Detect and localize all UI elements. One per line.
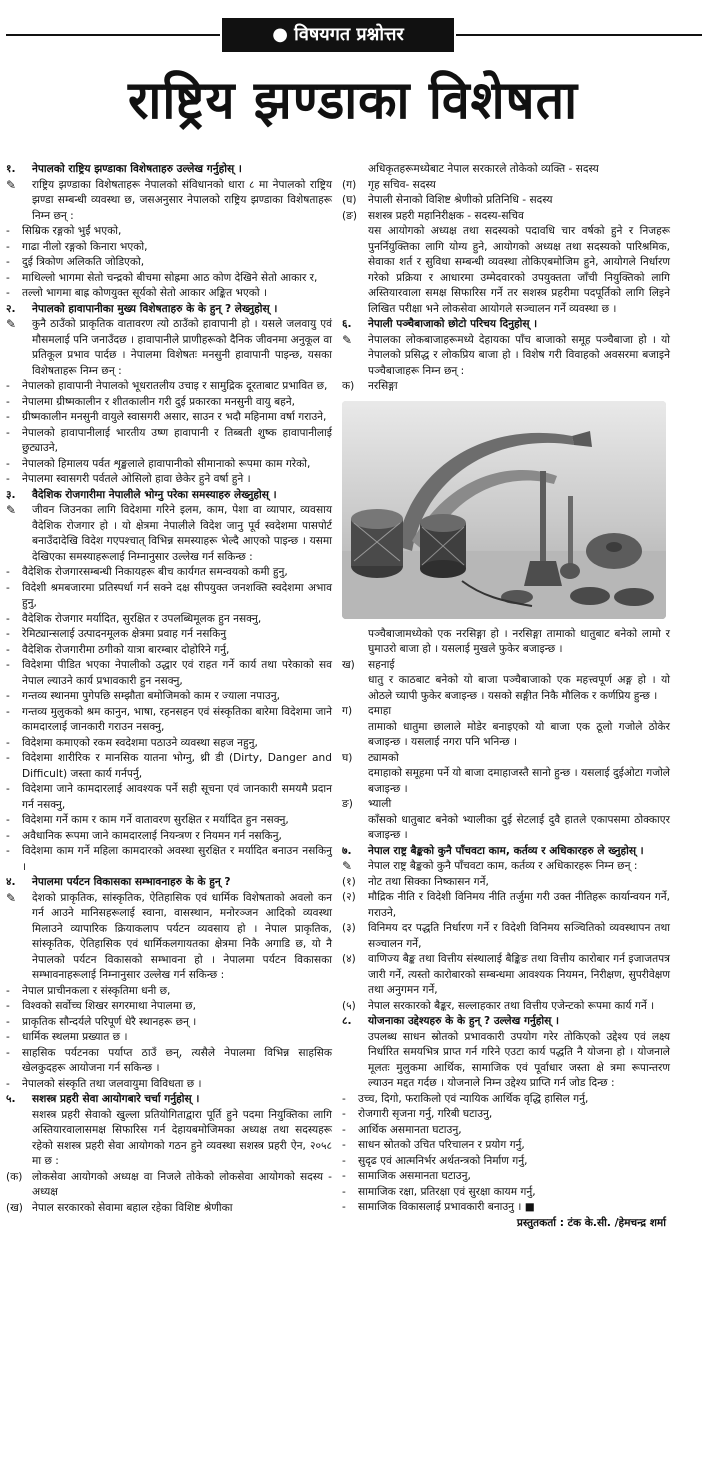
dash-bullet-icon: - bbox=[6, 1015, 10, 1028]
list-item bbox=[6, 612, 332, 628]
top-rule-left bbox=[6, 34, 220, 36]
labeled-item bbox=[6, 1201, 332, 1217]
question-text: नेपाली पञ्चैबाजाको छोटो परिचय दिनुहोस् । bbox=[368, 318, 538, 330]
item-label: (ङ) bbox=[342, 209, 358, 222]
item-label: (४) bbox=[342, 953, 356, 965]
right-column-bottom bbox=[342, 627, 670, 1216]
question-heading bbox=[6, 302, 332, 318]
list-item-text: सामाजिक विकासलाई प्रभावकारी बनाउनु । ■ bbox=[358, 1201, 535, 1213]
list-item bbox=[6, 658, 332, 689]
dash-bullet-icon: - bbox=[6, 643, 10, 656]
list-item-text: नेपालमा स्वासगरी पर्वतले ओसिलो हावा छेकेर हुने वर्षा हुने । bbox=[22, 473, 251, 485]
list-item bbox=[6, 984, 332, 1000]
list-item-text: विदेशमा पीडित भएका नेपालीको उद्धार एवं राहत गर्ने कार्य तथा परेकाको सव नेपाल ल्याउने कार्य प्रभावकारी हुन नसक्नु, bbox=[22, 659, 332, 687]
dash-bullet-icon: - bbox=[6, 581, 10, 594]
answer-marker-icon: ✎ bbox=[342, 332, 353, 347]
labeled-item bbox=[342, 797, 670, 813]
tyamko-drum-icon bbox=[420, 514, 466, 578]
dash-bullet-icon: - bbox=[6, 287, 10, 299]
answer-marker-icon: ✎ bbox=[6, 317, 17, 331]
item-text: विनिमय दर पद्धति निर्धारण गर्ने र विदेशी विनिमय सञ्चितिको व्यवस्थापन तथा सञ्चालन गर्ने, bbox=[368, 922, 670, 950]
indented-paragraph: यस आयोगको अध्यक्ष तथा सदस्यको पदावधि चार वर्षको हुने र निजहरू पुनर्नियुक्तिका लागि योग्य हुने, आयोगको अध्यक्ष तथा सदस्यको पारिश्रमिक, सेवाका शर्त र सुविधा सम्बन्धी व्यवस्था तोकिएबमोजिम हुने, आयोगले निर्धारण गरेको प्रक्रिया र आधारमा उम्मेदवारको उपयुक्तता जाँची नियुक्तिको लागि अस्तियारवाला समक्ष सिफारिस गर्ने तर सशस्त्र प्रहरीमा पदपूर्तिको लागि लिइने लिखित परीक्षा भने लोकसेवा आयोगले सञ्चालन गर्ने व्यवस्था छ । bbox=[368, 225, 670, 315]
question-heading bbox=[6, 875, 332, 891]
dash-bullet-icon: - bbox=[6, 659, 10, 671]
question-text: वैदेशिक रोजगारीमा नेपालीले भोग्नु परेका समस्याहरु लेख्नुहोस् । bbox=[32, 488, 277, 501]
list-item-text: नेपालको संस्कृति तथा जलवायुमा विविधता छ । bbox=[22, 1077, 202, 1090]
dash-bullet-icon: - bbox=[6, 612, 10, 625]
list-item-text: गन्तव्य मुलुकको श्रम कानुन, भाषा, रहनसहन एवं संस्कृतिका बारेमा विदेशमा जाने कामदारलाई जानकारी गराउन नसक्नु, bbox=[22, 705, 332, 733]
list-item-text: विश्वको सर्वोच्च शिखर सगरमाथा नेपालमा छ, bbox=[22, 1000, 196, 1012]
dash-bullet-icon: - bbox=[6, 395, 10, 408]
question-text: नेपालको हावापानीका मुख्य विशेषताहरु के के हुन् ? लेख्नुहोस् । bbox=[32, 302, 278, 315]
list-item-text: विदेशमा जाने कामदारलाई आवश्यक पर्ने सही सूचना एवं जानकारी समयमै प्रदान गर्न नसक्नु, bbox=[22, 783, 332, 811]
list-item-text: नेपालको हावापानी नेपालको भूधरातलीय उचाइ र सामुद्रिक दूरताबाट प्रभावित छ, bbox=[22, 380, 328, 392]
section-banner: ● विषयगत प्रश्नोत्तर bbox=[222, 18, 454, 52]
list-item-text: साधन स्रोतको उचित परिचालन र प्रयोग गर्नु, bbox=[358, 1139, 525, 1151]
item-text: मौद्रिक नीति र विदेशी विनिमय नीति तर्जुमा गरी उक्त नीतिहरू कार्यान्वयन गर्ने, गराउने, bbox=[368, 891, 670, 919]
question-heading bbox=[342, 317, 670, 333]
right-column bbox=[342, 162, 670, 1231]
dash-bullet-icon: - bbox=[6, 271, 10, 284]
answer-text: कुनै ठाउँको प्राकृतिक वातावरण त्यो ठाउँको हावापानी हो । यसले जलवायु एवं मौसमलाई पनि जनाउँदछ । हावापानीले प्राणीहरूको दैनिक जीवनमा अनुकूल वा प्रतिकूल प्रभाव पार्दछ । नेपालमा विशेषतः मनसुनी हावापानी पाइन्छ, यसका विशेषताहरू निम्न छन् : bbox=[32, 318, 332, 377]
list-item-text: अवैधानिक रूपमा जाने कामदारलाई नियन्त्रण र नियमन गर्न नसकिनु, bbox=[22, 829, 282, 842]
labeled-item bbox=[342, 379, 670, 395]
list-item-text: सामाजिक रक्षा, प्रतिरक्षा एवं सुरक्षा कायम गर्नु, bbox=[358, 1185, 536, 1198]
item-label: ख) bbox=[342, 658, 355, 671]
list-item bbox=[6, 410, 332, 426]
item-text: गृह सचिव- सदस्य bbox=[368, 178, 436, 191]
list-item-text: आर्थिक असमानता घटाउनु, bbox=[358, 1123, 462, 1136]
item-label: (ख) bbox=[6, 1201, 23, 1214]
item-label: (क) bbox=[6, 1170, 23, 1183]
indented-paragraph: धातु र काठबाट बनेको यो बाजा पञ्चैबाजाको एक महत्त्वपूर्ण अङ्ग हो । यो ओठले च्यापी फुकेर बजाइन्छ । यसको सङ्गीत निकै मौलिक र कर्णप्रिय हुन्छ । bbox=[368, 674, 670, 702]
list-item bbox=[6, 565, 332, 581]
item-label: (२) bbox=[342, 891, 356, 903]
list-item-text: वैदेशिक रोजगारसम्बन्धी निकायहरू बीच कार्यगत समन्वयको कमी हुनु, bbox=[22, 566, 288, 578]
list-item bbox=[6, 581, 332, 612]
list-item bbox=[6, 1046, 332, 1077]
question-number: २. bbox=[6, 302, 16, 315]
list-item-text: दुई त्रिकोण अलिकति जोडिएको, bbox=[22, 256, 145, 268]
dash-bullet-icon: - bbox=[6, 1000, 10, 1012]
dash-bullet-icon: - bbox=[6, 829, 10, 842]
item-text: ट्यामको bbox=[368, 751, 399, 764]
dash-bullet-icon: - bbox=[342, 1154, 346, 1167]
labeled-item bbox=[342, 751, 670, 767]
question-number: ३. bbox=[6, 488, 16, 501]
item-label: (ग) bbox=[342, 178, 357, 191]
dash-bullet-icon: - bbox=[6, 1077, 10, 1090]
dash-bullet-icon: - bbox=[6, 380, 10, 392]
list-item-text: रेमिट्यान्सलाई उत्पादनमूलक क्षेत्रमा प्रवाह गर्न नसकिनु bbox=[22, 628, 227, 640]
list-item-text: माथिल्लो भागमा सेतो चन्द्रको बीचमा सोह्रमा आठ कोण देखिने सेतो आकार र, bbox=[22, 271, 318, 284]
dash-bullet-icon: - bbox=[6, 256, 10, 268]
item-label: (१) bbox=[342, 875, 356, 888]
labeled-item bbox=[342, 875, 670, 891]
indented-paragraph: सशस्त्र प्रहरी सेवाको खुल्ला प्रतियोगिताद्वारा पूर्ति हुने पदमा नियुक्तिका लागि अस्तियारवालासमक्ष सिफारिस गर्न देहायबमोजिमका अध्यक्ष तथा सदस्यहरू रहेको सशस्त्र प्रहरी सेवा आयोगको गठन हुने व्यवस्था सशस्त्र प्रहरी ऐन, २०५८ मा छ : bbox=[32, 1108, 332, 1167]
dash-bullet-icon: - bbox=[6, 814, 10, 826]
answer-text: जीवन जिउनका लागि विदेशमा गरिने इलम, काम, पेशा वा व्यापार, व्यवसाय वैदेशिक रोजगार हो । यो क्षेत्रमा नेपालीले विदेश जानु पूर्व स्वदेशमा पासपोर्ट बनाउँदादेखि विदेश गएपश्चात् विभिन्न समस्याहरू भेल्दै आएको पाइन्छ । यसमा देखिएका समस्याहरूलाई निम्नानुसार उल्लेख गर्न सकिन्छ : bbox=[32, 504, 332, 563]
list-item bbox=[6, 736, 332, 752]
answer-text: नेपाल राष्ट्र बैङ्कको कुनै पाँचवटा काम, कर्तव्य र अधिकारहरू निम्न छन् : bbox=[368, 860, 638, 872]
dash-bullet-icon: - bbox=[6, 411, 10, 423]
answer-marker-icon: ✎ bbox=[342, 859, 353, 873]
list-item bbox=[6, 457, 332, 473]
question-number: १. bbox=[6, 163, 16, 175]
question-text: नेपालमा पर्यटन विकासका सम्भावनाहरु के के हुन् ? bbox=[32, 876, 231, 888]
answer-text: देशको प्राकृतिक, सांस्कृतिक, ऐतिहासिक एवं धार्मिक विशेषताको अवलो कन गर्न आउने मानिसहरूलाई स्वाना, वासस्थान, मनोरञ्जन आदिको व्यवस्था मिलाउने व्यापारिक क्रियाकलाप पर्यटन व्यवसाय हो । नेपाल प्राकृतिक, सांस्कृतिक, ऐतिहासिक एवं धार्मिकलगायतका क्षेत्रमा निकै अगाडि छ, यो नै नेपालको पर्यटन विकासको सम्भावना हो । नेपालमा पर्यटन विकासका सम्भावनाहरूलाई निम्नानुसार उल्लेख गर्न सकिन्छ : bbox=[32, 891, 332, 981]
list-item bbox=[342, 1200, 670, 1216]
question-text: नेपालको राष्ट्रिय झण्डाका विशेषताहरु उल्लेख गर्नुहोस् । bbox=[32, 163, 242, 175]
dash-bullet-icon: - bbox=[342, 1108, 346, 1120]
dash-bullet-icon: - bbox=[6, 845, 10, 857]
list-item bbox=[6, 813, 332, 829]
dash-bullet-icon: - bbox=[6, 473, 10, 485]
dash-bullet-icon: - bbox=[6, 457, 10, 470]
list-item-text: सुदृढ एवं आत्मनिर्भर अर्थतन्त्रको निर्माण गर्नु, bbox=[358, 1154, 528, 1167]
question-heading bbox=[342, 844, 670, 860]
dash-bullet-icon: - bbox=[342, 1139, 346, 1151]
item-text: लोकसेवा आयोगको अध्यक्ष वा निजले तोकेको लोकसेवा आयोगको सदस्य - अध्यक्ष bbox=[32, 1170, 332, 1198]
item-text: नेपाल सरकारको सेवामा बहाल रहेका विशिष्ट श्रेणीका bbox=[32, 1201, 233, 1214]
list-item bbox=[6, 1015, 332, 1031]
list-item-text: नेपालको हिमालय पर्वत शृङ्खलाले हावापानीको सीमानाको रूपमा काम गरेको, bbox=[22, 457, 311, 470]
list-item bbox=[342, 1169, 670, 1185]
question-heading bbox=[6, 162, 332, 178]
list-item-text: नेपाल प्राचीनकला र संस्कृतिमा धनी छ, bbox=[22, 984, 171, 997]
list-item bbox=[342, 1107, 670, 1123]
list-item bbox=[6, 426, 332, 457]
list-item-text: वैदेशिक रोजगारीमा ठगीको यात्रा बारम्बार दोहोरिने गर्नु, bbox=[22, 643, 230, 656]
dash-bullet-icon: - bbox=[342, 1123, 346, 1136]
list-item bbox=[6, 240, 332, 256]
question-number: ५. bbox=[6, 1093, 16, 1105]
answer-paragraph bbox=[342, 859, 670, 875]
list-item bbox=[6, 782, 332, 813]
item-label: ङ) bbox=[342, 798, 353, 810]
list-item bbox=[6, 829, 332, 845]
answer-paragraph bbox=[6, 503, 332, 565]
dash-bullet-icon: - bbox=[6, 752, 10, 764]
labeled-item bbox=[6, 1170, 332, 1201]
list-item bbox=[342, 1092, 670, 1108]
item-text: वाणिज्य बैङ्क तथा वित्तीय संस्थालाई बैङ्किङ तथा वित्तीय कारोबार गर्न इजाजतपत्र जारी गर्ने, त्यस्तो कारोबारको सम्बन्धमा आवश्यक नियमन, निरीक्षण, सुपरीवेक्षण तथा अनुगमन गर्ने, bbox=[368, 953, 670, 996]
dash-bullet-icon: - bbox=[6, 426, 10, 439]
list-item-text: साहसिक पर्यटनका पर्याप्त ठाउँ छन्, त्यसैले नेपालमा विभिन्न साहसिक खेलकुदहरू आयोजना गर्न सकिन्छ । bbox=[22, 1046, 332, 1074]
dash-bullet-icon: - bbox=[6, 705, 10, 718]
question-number: ८. bbox=[342, 1015, 352, 1027]
answer-marker-icon: ✎ bbox=[6, 890, 17, 905]
answer-marker-icon: ✎ bbox=[6, 503, 17, 517]
dash-bullet-icon: - bbox=[342, 1092, 346, 1105]
dash-bullet-icon: - bbox=[6, 1046, 10, 1059]
dash-bullet-icon: - bbox=[6, 240, 10, 253]
question-heading bbox=[342, 1014, 670, 1030]
labeled-item bbox=[342, 999, 670, 1015]
list-item bbox=[6, 395, 332, 411]
list-item-text: वैदेशिक रोजगार मर्यादित, सुरक्षित र उपलब्धिमूलक हुन नसक्नु, bbox=[22, 612, 262, 625]
list-item bbox=[342, 1185, 670, 1201]
dash-bullet-icon: - bbox=[6, 690, 10, 702]
item-label: घ) bbox=[342, 751, 353, 764]
list-item-text: तल्लो भागमा बाह्र कोणयुक्त सूर्यको सेतो आकार अङ्कित भएको । bbox=[22, 287, 268, 299]
labeled-item bbox=[342, 658, 670, 674]
list-item bbox=[342, 1138, 670, 1154]
list-item-text: ग्रीष्मकालीन मनसुनी वायुले स्वासगरी असार, साउन र भदौ महिनामा वर्षा गराउने, bbox=[22, 411, 327, 423]
list-item bbox=[6, 999, 332, 1015]
damaha-drum-icon bbox=[351, 509, 403, 578]
list-item-text: विदेशमा गर्ने काम र काम गर्ने वातावरण सुरक्षित र मर्यादित हुन नसक्नु, bbox=[22, 814, 289, 826]
list-item bbox=[6, 705, 332, 736]
dash-bullet-icon: - bbox=[6, 783, 10, 795]
list-item-text: सिम्रिक रङ्गको भुईं भएको, bbox=[22, 225, 122, 237]
dash-bullet-icon: - bbox=[6, 984, 10, 997]
list-item bbox=[342, 1123, 670, 1139]
item-label: (३) bbox=[342, 922, 356, 934]
dash-bullet-icon: - bbox=[6, 566, 10, 578]
panche-baja-photo bbox=[342, 401, 666, 619]
list-item-text: रोजगारी सृजना गर्नु, गरिबी घटाउनु, bbox=[358, 1108, 493, 1120]
item-text: नरसिङ्गा bbox=[368, 380, 398, 392]
answer-text: राष्ट्रिय झण्डाका विशेषताहरू नेपालको संविधानको धारा ८ मा नेपालको राष्ट्रिय झण्डा सम्बन्धी व्यवस्था छ, जसअनुसार नेपालको राष्ट्रिय झण्डाका विशेषताहरू निम्न छन् : bbox=[32, 178, 332, 222]
item-label: (घ) bbox=[342, 194, 357, 206]
list-item-text: गाढा नीलो रङ्गको किनारा भएको, bbox=[22, 240, 148, 253]
list-item bbox=[6, 472, 332, 488]
item-text: सहनाई bbox=[368, 658, 395, 671]
labeled-item bbox=[342, 704, 670, 720]
answer-text: नेपालका लोकबाजाहरूमध्ये देहायका पाँच बाजाको समूह पञ्चैबाजा हो । यो नेपालको प्रसिद्ध र लोकप्रिय बाजा हो । विशेष गरी विवाहको अवसरमा बजाइने पञ्चैबाजाहरू निम्न छन् : bbox=[368, 333, 670, 377]
dash-bullet-icon: - bbox=[6, 736, 10, 749]
list-item bbox=[6, 255, 332, 271]
list-item bbox=[6, 286, 332, 302]
item-text: दमाहा bbox=[368, 705, 392, 717]
question-text: योजनाका उद्देश्यहरु के के हुन् ? उल्लेख गर्नुहोस् । bbox=[368, 1015, 560, 1027]
author-credit: प्रस्तुतकर्ता : टंक के.सी. /हेमचन्द्र शर्मा bbox=[516, 1216, 666, 1229]
question-heading bbox=[6, 488, 332, 504]
item-text: नोट तथा सिक्का निष्कासन गर्ने, bbox=[368, 875, 489, 888]
indented-paragraph: काँसको धातुबाट बनेको भ्यालीका दुई सेटलाई दुवै हातले एकापसमा ठोक्काएर बजाइन्छ । bbox=[368, 813, 670, 841]
list-item bbox=[6, 844, 332, 875]
top-rule-right bbox=[456, 34, 702, 36]
question-number: ७. bbox=[342, 844, 352, 857]
question-number: ४. bbox=[6, 876, 16, 888]
list-item-text: उच्च, दिगो, फराकिलो एवं न्यायिक आर्थिक वृद्धि हासिल गर्नु, bbox=[358, 1092, 589, 1105]
list-item bbox=[342, 1154, 670, 1170]
item-text: नेपाल सरकारको बैङ्कर, सल्लाहकार तथा वित्तीय एजेन्टको रूपमा कार्य गर्ने । bbox=[368, 999, 655, 1012]
dash-bullet-icon: - bbox=[342, 1185, 346, 1198]
list-item-text: सामाजिक असमानता घटाउनु, bbox=[358, 1170, 471, 1182]
list-item-text: विदेशमा शारीरिक र मानसिक यातना भोग्नु, थ्री डी (Dirty, Danger and Difficult) जस्ता कार्य गर्नपर्नु, bbox=[22, 752, 332, 780]
indented-paragraph: दमाहाको समूहमा पर्ने यो बाजा दमाहाजस्तै सानो हुन्छ । यसलाई दुईओटा गजोले बजाइन्छ । bbox=[368, 767, 670, 795]
instruments-illustration bbox=[342, 401, 666, 619]
dash-bullet-icon: - bbox=[6, 1031, 10, 1043]
question-text: नेपाल राष्ट्र बैङ्कको कुनै पाँचवटा काम, कर्तव्य र अधिकारहरु ले ख्नुहोस् । bbox=[368, 844, 644, 857]
list-item bbox=[6, 379, 332, 395]
dash-bullet-icon: - bbox=[342, 1170, 346, 1182]
list-item bbox=[6, 1030, 332, 1046]
dash-bullet-icon: - bbox=[6, 225, 10, 237]
list-item-text: नेपालमा ग्रीष्मकालीन र शीतकालीन गरी दुई प्रकारका मनसुनी वायु बहने, bbox=[22, 395, 295, 408]
list-item-text: धार्मिक स्थलमा प्रख्यात छ । bbox=[22, 1031, 128, 1043]
list-item bbox=[6, 627, 332, 643]
list-item bbox=[6, 224, 332, 240]
list-item-text: विदेशी श्रमबजारमा प्रतिस्पर्धा गर्न सक्ने दक्ष सीपयुक्त जनशक्ति स्वदेशमा अभाव हुनु, bbox=[22, 581, 332, 609]
question-text: सशस्त्र प्रहरी सेवा आयोगबारे चर्चा गर्नुहोस् । bbox=[32, 1093, 200, 1105]
indented-paragraph: उपलब्ध साधन स्रोतको प्रभावकारी उपयोग गरेर तोकिएको उद्देश्य एवं लक्ष्य निर्धारित समयभित्र प्राप्त गर्न गरिने एउटा कार्य पद्धति नै योजना हो । योजनाले मूलतः मुलुकमा आर्थिक, सामाजिक एवं पूर्वाधार जस्ता क्षे त्रमा रूपान्तरण ल्याउन मद्दत गर्दछ । योजनाले निम्न उद्देश्य प्राप्ति गर्न जोड दिन्छ : bbox=[368, 1030, 670, 1089]
item-text: नेपाली सेनाको विशिष्ट श्रेणीको प्रतिनिधि - सदस्य bbox=[368, 194, 553, 206]
list-item bbox=[6, 271, 332, 287]
answer-marker-icon: ✎ bbox=[6, 177, 17, 192]
indented-paragraph: पञ्चैबाजामध्येको एक नरसिङ्गा हो । नरसिङ्गा तामाको धातुबाट बनेको लामो र घुमाउरो बाजा हो । यसलाई मुखले फुकेर बजाइन्छ । bbox=[368, 627, 670, 655]
item-label: ग) bbox=[342, 705, 353, 717]
list-item-text: नेपालको हावापानीलाई भारतीय उष्ण हावापानी र तिब्बती शुष्क हावापानीलाई छुट्याउने, bbox=[22, 426, 332, 454]
labeled-item bbox=[342, 209, 670, 225]
labeled-item bbox=[342, 178, 670, 194]
list-item bbox=[6, 751, 332, 782]
list-item bbox=[6, 1077, 332, 1093]
page-title: राष्ट्रिय झण्डाका विशेषता bbox=[127, 69, 579, 131]
answer-paragraph bbox=[6, 317, 332, 379]
answer-paragraph bbox=[6, 178, 332, 225]
answer-paragraph bbox=[6, 891, 332, 984]
right-column-top bbox=[342, 162, 670, 395]
labeled-item bbox=[342, 193, 670, 209]
answer-paragraph bbox=[342, 333, 670, 380]
item-label: क) bbox=[342, 380, 355, 392]
question-heading bbox=[6, 1092, 332, 1108]
labeled-item bbox=[342, 921, 670, 952]
dash-bullet-icon: - bbox=[342, 1201, 346, 1213]
list-item bbox=[6, 689, 332, 705]
list-item-text: विदेशमा कमाएको रकम स्वदेशमा पठाउने व्यवस्था सहज नहुनु, bbox=[22, 736, 258, 749]
item-text: भ्याली bbox=[368, 798, 392, 810]
list-item-text: गन्तव्य स्थानमा पुगेपछि सम्झौता बमोजिमको काम र ज्याला नपाउनु, bbox=[22, 690, 280, 702]
labeled-item bbox=[342, 952, 670, 999]
question-number: ६. bbox=[342, 318, 352, 330]
left-column bbox=[6, 162, 332, 1216]
dash-bullet-icon: - bbox=[6, 628, 10, 640]
list-item-text: विदेशमा काम गर्ने महिला कामदारको अवस्था सुरक्षित र मर्यादित बनाउन नसकिनु । bbox=[22, 845, 332, 873]
item-label: (५) bbox=[342, 999, 356, 1012]
list-item bbox=[6, 643, 332, 659]
indented-paragraph: तामाको धातुमा छालाले मोडेर बनाइएको यो बाजा एक ठूलो गजोले ठोकेर बजाइन्छ । यसलाई नगरा पनि भनिन्छ । bbox=[368, 720, 670, 748]
indented-paragraph: अधिकृतहरूमध्येबाट नेपाल सरकारले तोकेको व्यक्ति - सदस्य bbox=[368, 163, 599, 175]
labeled-item bbox=[342, 890, 670, 921]
item-text: सशस्त्र प्रहरी महानिरीक्षक - सदस्य-सचिव bbox=[368, 209, 524, 222]
list-item-text: प्राकृतिक सौन्दर्यले परिपूर्ण धेरै स्थानहरू छन् । bbox=[22, 1015, 197, 1028]
